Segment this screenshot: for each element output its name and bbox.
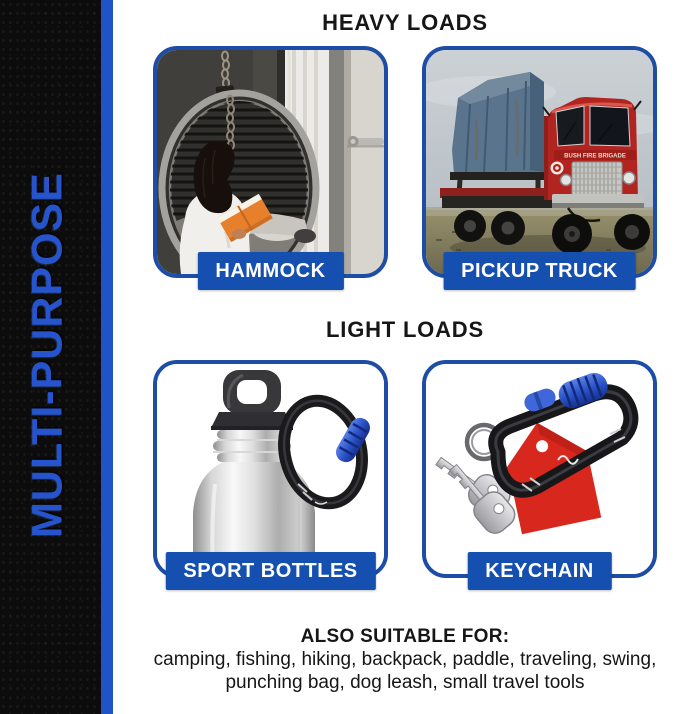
pickup-truck-photo	[426, 50, 653, 274]
hammock-card	[153, 46, 388, 282]
footer-heading: ALSO SUITABLE FOR:	[300, 626, 510, 647]
keychain-card	[422, 360, 657, 582]
footer-line-1: camping, fishing, hiking, backpack, paddle, traveling, swing,	[153, 649, 657, 670]
footer	[120, 626, 679, 694]
keychain-label: KEYCHAIN	[467, 552, 611, 590]
hammock-photo-frame	[153, 46, 388, 278]
hammock-label: HAMMOCK	[197, 252, 343, 290]
content-area	[153, 0, 657, 714]
keychain-photo-frame	[422, 360, 657, 578]
truck-decal-text: BUSH FIRE BRIGADE	[564, 153, 626, 160]
pickup-truck-card	[422, 46, 657, 282]
hammock-photo	[157, 50, 384, 274]
pickup-truck-photo-frame	[422, 46, 657, 278]
sport-bottles-photo-frame	[153, 360, 388, 578]
sport-bottles-label: SPORT BOTTLES	[165, 552, 375, 590]
pickup-truck-label: PICKUP TRUCK	[443, 252, 636, 290]
heavy-loads-row	[153, 46, 657, 282]
footer-line-2: punching bag, dog leash, small travel tools	[225, 672, 585, 693]
heavy-loads-heading: HEAVY LOADS	[322, 10, 488, 35]
vertical-title: MULTI-PURPOSE	[23, 172, 72, 538]
sport-bottle-photo	[157, 364, 384, 574]
sidebar-accent-stripe	[101, 0, 113, 714]
sport-bottles-card	[153, 360, 388, 582]
keychain-photo	[426, 364, 653, 574]
light-loads-row	[153, 360, 657, 582]
light-loads-heading: LIGHT LOADS	[326, 317, 484, 342]
